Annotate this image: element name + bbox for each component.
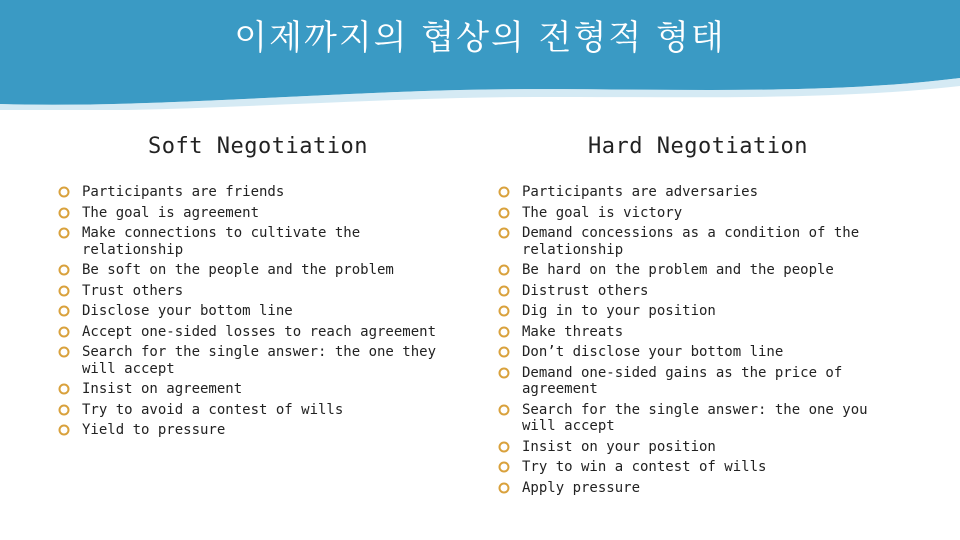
list-item: [58, 262, 458, 279]
list-item-text: The goal is agreement: [82, 204, 260, 221]
list-item-text: Demand one-sided gains as the price of agreement: [522, 364, 843, 397]
list-item: [498, 480, 898, 497]
list-item: [498, 283, 898, 300]
list-item-text: Distrust others: [522, 282, 649, 299]
hard-negotiation-list: [498, 184, 898, 496]
list-item-text: Search for the single answer: the one you will accept: [522, 401, 868, 434]
title-banner: [0, 0, 960, 110]
hollow-circle-bullet-icon: [58, 207, 70, 219]
hollow-circle-bullet-icon: [498, 186, 510, 198]
hard-negotiation-heading: Hard Negotiation: [588, 134, 808, 159]
hollow-circle-bullet-icon: [498, 461, 510, 473]
list-item: [58, 344, 458, 377]
list-item: [58, 283, 458, 300]
list-item-text: Try to avoid a contest of wills: [82, 401, 344, 418]
hollow-circle-bullet-icon: [58, 264, 70, 276]
list-item: [58, 205, 458, 222]
soft-negotiation-list: [58, 184, 458, 439]
list-item-text: Try to win a contest of wills: [522, 459, 767, 475]
list-item: [498, 303, 898, 320]
hollow-circle-bullet-icon: [58, 285, 70, 297]
hollow-circle-bullet-icon: [498, 227, 510, 239]
soft-negotiation-column: [58, 132, 458, 443]
hollow-circle-bullet-icon: [58, 305, 70, 317]
hollow-circle-bullet-icon: [498, 264, 510, 276]
hollow-circle-bullet-icon: [58, 346, 70, 358]
list-item: [58, 184, 458, 201]
hollow-circle-bullet-icon: [498, 326, 510, 338]
list-item: [498, 344, 898, 361]
list-item-text: Insist on your position: [522, 438, 716, 455]
hollow-circle-bullet-icon: [498, 285, 510, 297]
list-item: [498, 402, 898, 435]
hollow-circle-bullet-icon: [498, 441, 510, 453]
list-item: [58, 402, 458, 419]
list-item-text: Be soft on the people and the problem: [82, 262, 394, 278]
list-item-text: The goal is victory: [522, 204, 683, 221]
list-item: [498, 225, 898, 258]
list-item: [498, 459, 898, 476]
list-item: [498, 262, 898, 279]
list-item: [498, 184, 898, 201]
hollow-circle-bullet-icon: [498, 207, 510, 219]
list-item-text: Yield to pressure: [82, 422, 226, 438]
hollow-circle-bullet-icon: [498, 404, 510, 416]
hollow-circle-bullet-icon: [498, 367, 510, 379]
hollow-circle-bullet-icon: [498, 305, 510, 317]
hollow-circle-bullet-icon: [58, 186, 70, 198]
list-item: [58, 324, 458, 341]
hollow-circle-bullet-icon: [58, 424, 70, 436]
list-item-text: Insist on agreement: [82, 381, 243, 397]
list-item-text: Search for the single answer: the one they will accept: [82, 344, 437, 377]
list-item-text: Make connections to cultivate the relationship: [82, 225, 361, 258]
list-item-text: Participants are friends: [82, 184, 285, 200]
list-item-text: Make threats: [522, 323, 624, 340]
list-item-text: Accept one-sided losses to reach agreement: [82, 323, 437, 340]
list-item-text: Be hard on the problem and the people: [522, 262, 834, 278]
list-item: [498, 324, 898, 341]
list-item: [58, 225, 458, 258]
hollow-circle-bullet-icon: [498, 346, 510, 358]
list-item: [58, 303, 458, 320]
list-item-text: Apply pressure: [522, 479, 641, 496]
hollow-circle-bullet-icon: [58, 383, 70, 395]
list-item-text: Disclose your bottom line: [82, 303, 293, 319]
list-item: [58, 381, 458, 398]
list-item: [498, 365, 898, 398]
hollow-circle-bullet-icon: [58, 227, 70, 239]
list-item-text: Don’t disclose your bottom line: [522, 344, 784, 360]
hollow-circle-bullet-icon: [58, 404, 70, 416]
list-item-text: Trust others: [82, 282, 184, 299]
page-title: 이제까지의 협상의 전형적 형태: [234, 18, 726, 58]
hard-negotiation-column: [498, 132, 898, 500]
list-item-text: Demand concessions as a condition of the relationship: [522, 225, 860, 258]
list-item: [498, 205, 898, 222]
list-item-text: Participants are adversaries: [522, 184, 759, 200]
list-item: [58, 422, 458, 439]
hollow-circle-bullet-icon: [58, 326, 70, 338]
hollow-circle-bullet-icon: [498, 482, 510, 494]
soft-negotiation-heading: Soft Negotiation: [148, 134, 368, 159]
list-item-text: Dig in to your position: [522, 303, 716, 319]
list-item: [498, 439, 898, 456]
